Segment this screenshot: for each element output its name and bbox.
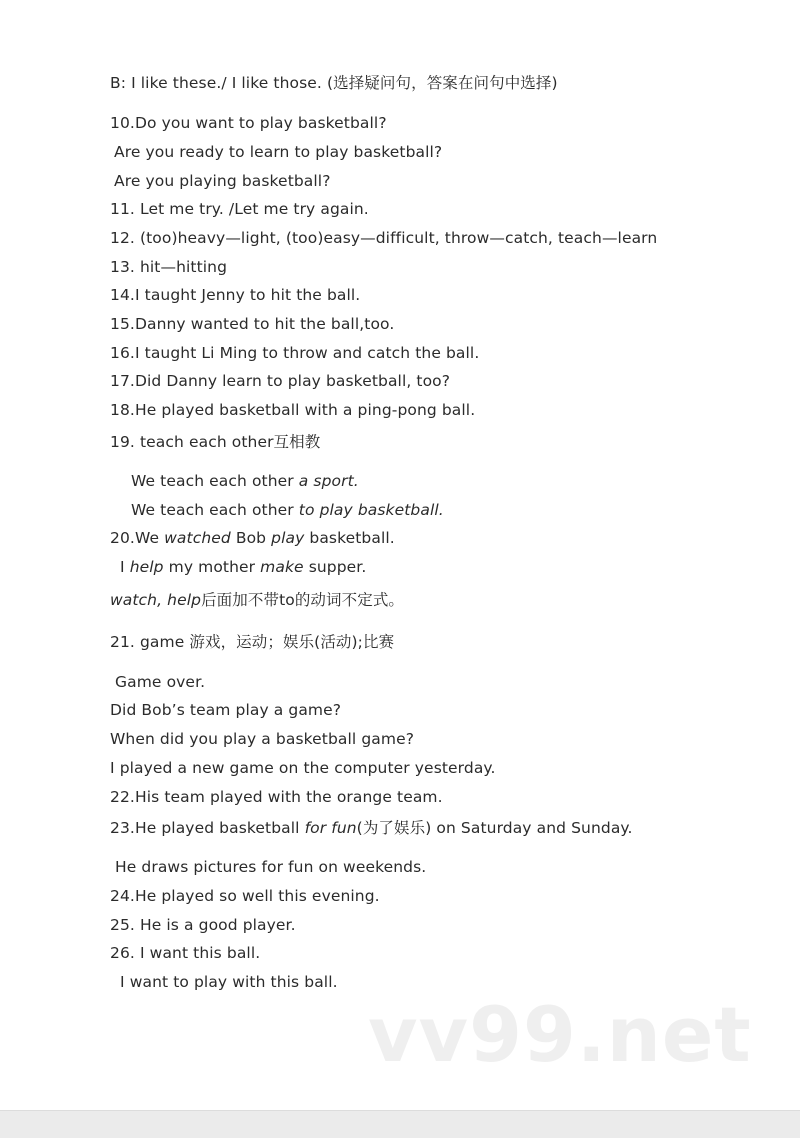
text-line	[120, 557, 366, 577]
text-span: basketball.	[304, 529, 395, 547]
text-line: 19. teach each other互相教	[110, 433, 321, 451]
text-line: 16.I taught Li Ming to throw and catch the ball.	[110, 344, 480, 362]
text-line: 14.I taught Jenny to hit the ball.	[110, 286, 361, 304]
text-span: I	[120, 558, 130, 576]
text-span: 20.We	[110, 529, 165, 547]
text-line: When did you play a basketball game?	[110, 730, 415, 748]
italic-span: play	[271, 529, 305, 547]
viewer-bottom-bar	[0, 1110, 800, 1138]
text-span: supper.	[303, 558, 367, 576]
italic-span: watched	[164, 529, 231, 547]
text-line: Game over.	[115, 673, 206, 691]
text-span: Bob	[230, 529, 272, 547]
text-line: Are you ready to learn to play basketball?	[114, 143, 443, 161]
text-line	[131, 471, 359, 491]
text-line: B: I like these./ I like those. (选择疑问句，答案在问句中选择)	[110, 74, 558, 92]
text-span: We teach each other	[131, 501, 299, 519]
italic-span: a sport.	[298, 472, 359, 490]
text-line: 18.He played basketball with a ping-pong ball.	[110, 401, 476, 419]
text-line	[131, 500, 444, 520]
text-span: 后面加不带to的动词不定式。	[201, 591, 405, 609]
text-line: I played a new game on the computer yesterday.	[110, 759, 496, 777]
text-line: 15.Danny wanted to hit the ball,too.	[110, 315, 395, 333]
text-span: (为了娱乐) on Saturday and Sunday.	[356, 819, 633, 837]
italic-span: make	[260, 558, 304, 576]
text-line: Are you playing basketball?	[114, 172, 331, 190]
italic-span: to play basketball.	[298, 501, 444, 519]
text-line	[110, 590, 404, 610]
text-line: 26. I want this ball.	[110, 944, 261, 962]
text-line: I want to play with this ball.	[120, 973, 338, 991]
text-line	[110, 818, 633, 838]
text-line	[110, 528, 395, 548]
text-line: 12. (too)heavy—light, (too)easy—difficult, throw—catch, teach—learn	[110, 229, 658, 247]
text-line: 11. Let me try. /Let me try again.	[110, 200, 369, 218]
text-span: We teach each other	[131, 472, 299, 490]
text-line: He draws pictures for fun on weekends.	[115, 858, 427, 876]
italic-span: watch, help	[110, 591, 202, 609]
italic-span: for fun	[304, 819, 357, 837]
text-line: 17.Did Danny learn to play basketball, too?	[110, 372, 451, 390]
text-span: 23.He played basketball	[110, 819, 305, 837]
text-line: 25. He is a good player.	[110, 916, 296, 934]
text-line: Did Bob’s team play a game?	[110, 701, 342, 719]
text-line: 10.Do you want to play basketball?	[110, 114, 387, 132]
text-line: 21. game 游戏，运动；娱乐(活动);比赛	[110, 633, 395, 651]
text-line: 22.His team played with the orange team.	[110, 788, 443, 806]
text-line: 13. hit—hitting	[110, 258, 228, 276]
text-line: 24.He played so well this evening.	[110, 887, 380, 905]
text-span: my mother	[163, 558, 261, 576]
watermark: vv99.net	[368, 990, 752, 1079]
italic-span: help	[129, 558, 164, 576]
